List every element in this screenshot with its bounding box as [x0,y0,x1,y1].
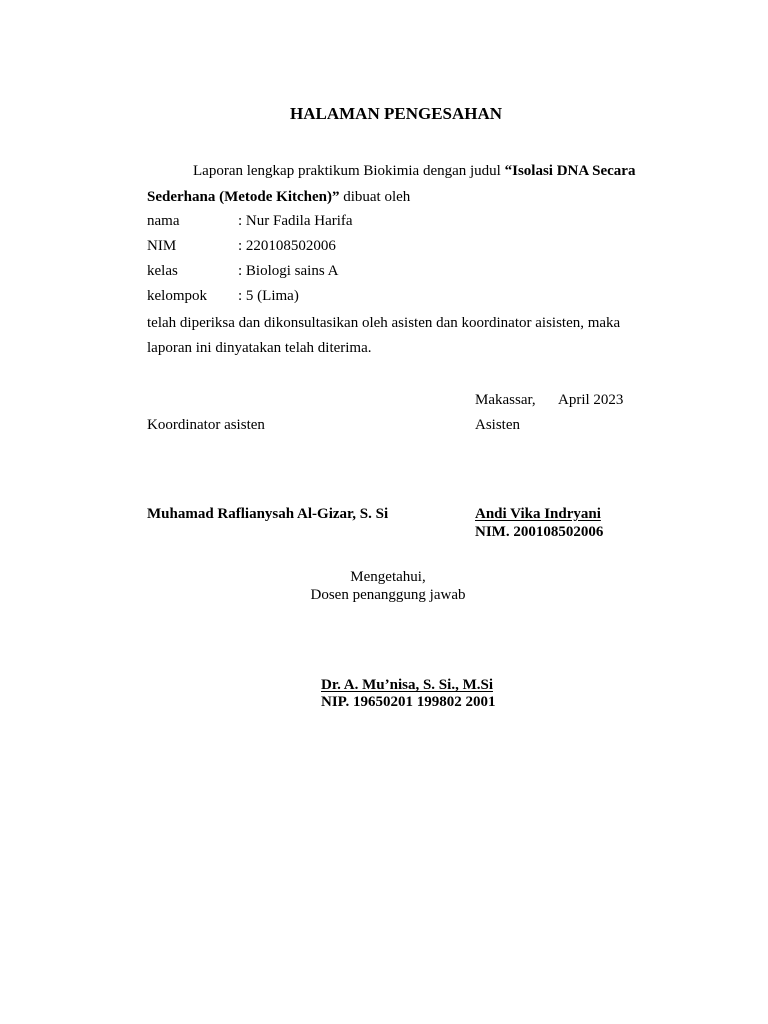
assistant-role: Asisten [475,417,520,433]
identity-label-class: kelas [147,263,178,279]
acknowledge-label: Mengetahui, [350,569,426,585]
identity-value-group: : 5 (Lima) [238,288,299,304]
intro-line-1 [193,162,635,180]
identity-value-nim: : 220108502006 [238,238,336,254]
assistant-name: Andi Vika Indryani [475,506,601,522]
signing-place: Makassar, [475,392,536,408]
page-title: HALAMAN PENGESAHAN [290,104,503,123]
report-title-part-2: Sederhana (Metode Kitchen)” [147,189,340,205]
lecturer-nip: NIP. 19650201 199802 2001 [321,694,496,710]
identity-value-name: : Nur Fadila Harifa [238,213,353,229]
report-title-part-1: “Isolasi DNA Secara [504,163,636,179]
intro-text: Laporan lengkap praktikum Biokimia dengan judul [193,163,505,179]
closing-line-1: telah diperiksa dan dikonsultasikan oleh asisten dan koordinator aisisten, maka [147,315,621,331]
intro-suffix: dibuat oleh [339,189,411,205]
signing-date: April 2023 [558,392,624,408]
lecturer-role: Dosen penanggung jawab [310,587,466,603]
identity-label-name: nama [147,213,180,229]
identity-label-group: kelompok [147,288,207,304]
identity-value-class: : Biologi sains A [238,263,339,279]
identity-label-nim: NIM [147,238,177,254]
closing-line-2: laporan ini dinyatakan telah diterima. [147,340,372,356]
lecturer-name: Dr. A. Mu’nisa, S. Si., M.Si [321,677,493,693]
coordinator-role: Koordinator asisten [147,417,265,433]
coordinator-name: Muhamad Raflianysah Al-Gizar, S. Si [147,506,389,522]
assistant-nim: NIM. 200108502006 [475,524,604,540]
intro-line-2 [147,188,410,206]
